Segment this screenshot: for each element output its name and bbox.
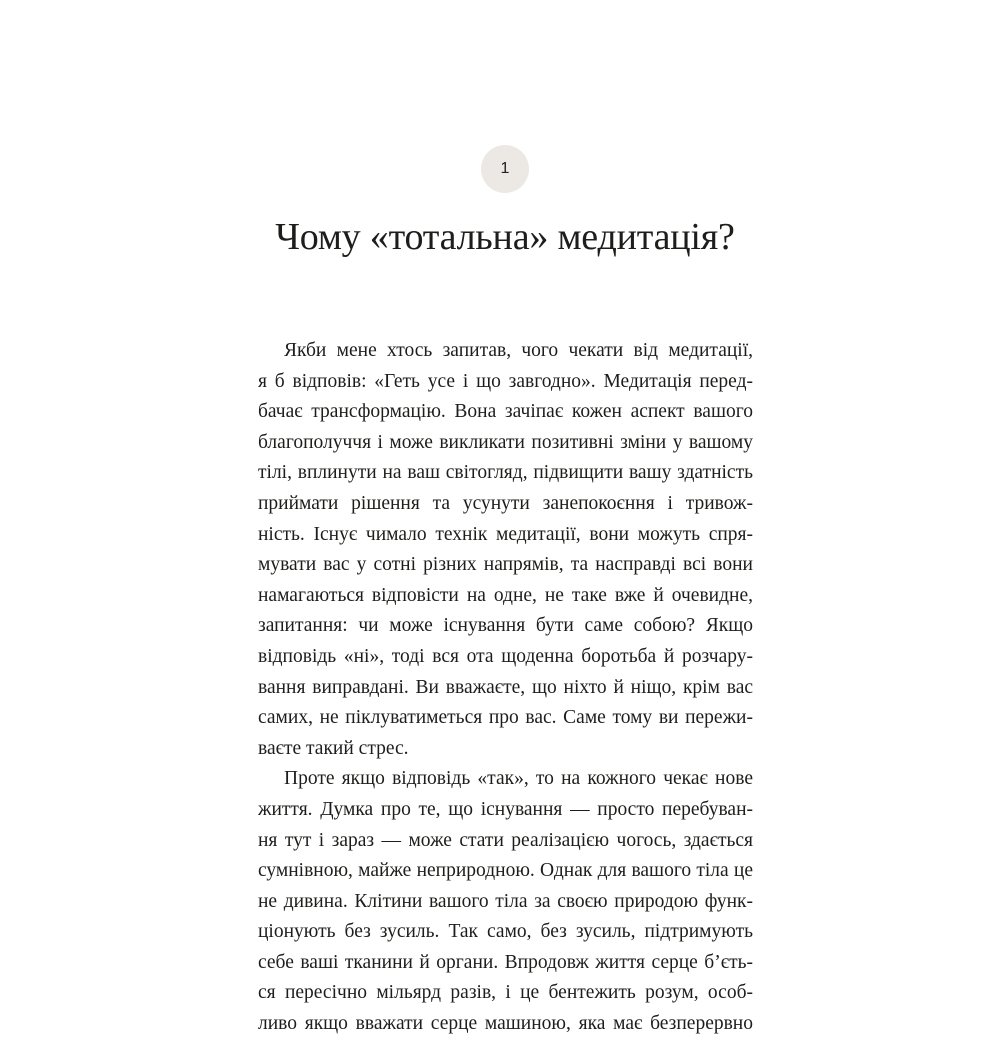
text-line: не дивина. Клітини вашого тіла за своєю природою функ- [258,890,753,912]
text-line: ливо якщо вважати серце машиною, яка має безперервно [258,1013,753,1035]
text-line: намагаються відповісти на одне, не таке вже й очевидне, [258,584,753,606]
text-line: ня тут і зараз — може стати реалізацією чогось, здається [258,829,753,851]
text-line: мувати вас у сотні різних напрямів, та насправді всі вони [258,554,753,576]
text-line: тілі, вплинути на ваш світогляд, підвищити вашу здатність [258,462,753,484]
text-line: життя. Думка про те, що існування — просто перебуван- [258,798,753,820]
text-line: Якби мене хтось запитав, чого чекати від медитації, [284,340,753,361]
chapter-title: Чому «тотальна» медитація? [275,216,735,258]
text-line: ціонують без зусиль. Так само, без зусиль, підтримують [258,921,753,943]
text-line: ваєте такий стрес. [258,737,409,759]
text-line: вання виправдані. Ви вважаєте, що ніхто й ніщо, крім вас [258,676,753,698]
text-line: я б відповів: «Геть усе і що завгодно». Медитація перед- [258,370,753,392]
text-line: благополуччя і може викликати позитивні зміни у вашому [258,431,753,453]
text-line: себе ваші тканини й органи. Впродовж життя серце б’єть- [258,951,753,973]
text-line: Проте якщо відповідь «так», то на кожного чекає нове [284,768,753,790]
text-line: приймати рішення та усунути занепокоєння і тривож- [258,492,753,514]
text-line: ся пересічно мільярд разів, і це бентежить розум, особ- [258,982,753,1004]
text-line: бачає трансформацію. Вона зачіпає кожен аспект вашого [258,401,753,423]
chapter-body-text [258,336,753,1040]
text-line: самих, не піклуватиметься про вас. Саме тому ви пережи- [258,707,753,729]
chapter-number-badge [481,145,529,193]
text-line: запитання: чи може існування бути саме собою? Якщо [258,615,753,637]
chapter-number: 1 [500,160,510,177]
text-line: відповідь «ні», тоді вся ота щоденна боротьба й розчару- [258,645,753,667]
text-line: ність. Існує чимало технік медитації, вони можуть спря- [258,523,753,545]
text-line: сумнівною, майже неприродною. Однак для вашого тіла це [258,860,753,882]
